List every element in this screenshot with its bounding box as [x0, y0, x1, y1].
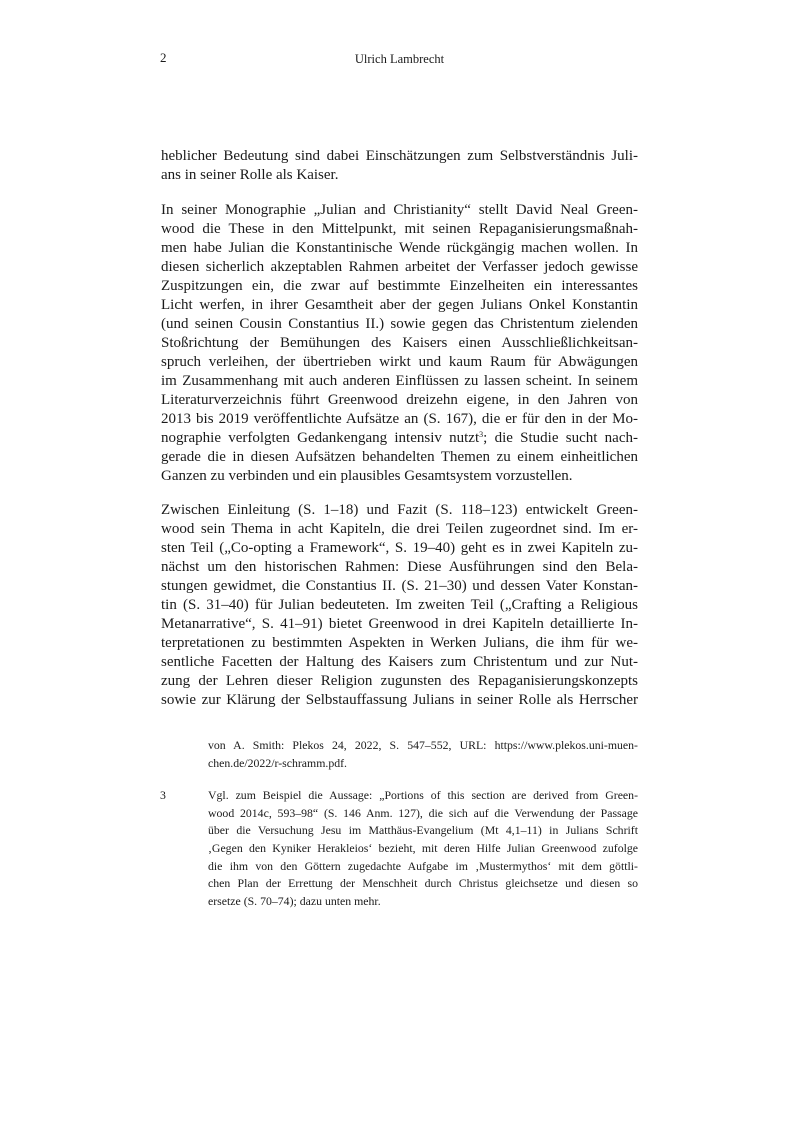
text-line: spruch verleihen, der übertrieben wirkt und kaum Raum für Abwägungen — [161, 354, 638, 370]
text-line: sowie zur Klärung der Selbstauffassung Julians in seiner Rolle als Herrscher — [161, 692, 638, 708]
text-line: heblicher Bedeutung sind dabei Einschätzungen zum Selbstverständnis Juli- — [161, 148, 638, 164]
text-line: wood sein Thema in acht Kapiteln, die drei Teilen zugeordnet sind. Im er- — [161, 521, 638, 537]
text-line: (und seinen Cousin Constantius II.) sowie gegen das Christentum zielenden — [161, 316, 638, 332]
text-line: ersetze (S. 70–74); dazu unten mehr. — [208, 894, 381, 909]
text-line: In seiner Monographie „Julian and Christianity“ stellt David Neal Green- — [161, 202, 638, 218]
text-line: gerade die in diesen Aufsätzen behandelten Themen zu einem einheitlichen — [161, 449, 638, 465]
text-line: sten Teil („Co-opting a Framework“, S. 19–40) geht es in zwei Kapiteln zu- — [161, 540, 638, 556]
footnote-3 — [160, 787, 638, 911]
text-line: wood die These in den Mittelpunkt, mit seinen Repaganisierungsmaßnah- — [161, 221, 638, 237]
text-line: Vgl. zum Beispiel die Aussage: „Portions of this section are derived from Green- — [208, 788, 638, 802]
text-line: im Zusammenhang mit auch anderen Einflüssen zu lassen scheint. In seinem — [161, 373, 638, 389]
footnote-reference[interactable]: 3 — [479, 430, 484, 439]
text-line: ans in seiner Rolle als Kaiser. — [161, 167, 339, 183]
text-line: nographie verfolgten Gedankengang intensiv nutzt$^3$; die Studie sucht nach- — [161, 430, 638, 446]
text-line: Zuspitzungen ein, die zwar auf bestimmte Einzelheiten ein interessantes — [161, 278, 638, 294]
text-line: nächst um den historischen Rahmen: Diese Ausführungen sind den Bela- — [161, 559, 638, 575]
text-line: sentliche Facetten der Haltung des Kaisers zum Christentum und zur Nut- — [161, 654, 638, 670]
text-line: diesen sicherlich akzeptablen Rahmen arbeitet der Verfasser jedoch gewisse — [161, 259, 638, 275]
text-line: über die Versuchung Jesu im Matthäus-Evangelium (Mt 4,1–11) in Julians Schrift — [208, 823, 638, 838]
text-line: men habe Julian die Konstantinische Wende rückgängig machen wollen. In — [161, 240, 638, 256]
text-line: ‚Gegen den Kyniker Herakleios‘ bezieht, mit deren Hilfe Julian Greenwood zufolge — [208, 841, 638, 856]
text-line: chen.de/2022/r-schramm.pdf. — [208, 755, 347, 770]
text-line: Licht werfen, in ihrer Gesamtheit aber der gegen Julians Onkel Konstantin — [161, 297, 638, 313]
text-line: 2013 bis 2019 veröffentlichte Aufsätze an (S. 167), die er für den in der Mo- — [161, 411, 638, 427]
text-line: die ihm von den Göttern zugedachte Aufgabe im ‚Mustermythos‘ mit dem göttli- — [208, 858, 638, 873]
text-line: wood 2014c, 593–98“ (S. 146 Anm. 127), die sich auf die Verwendung der Passage — [208, 805, 638, 820]
body-paragraph — [161, 501, 638, 710]
text-line: tin (S. 31–40) für Julian bedeuteten. Im zweiten Teil („Crafting a Religious — [161, 597, 638, 613]
body-paragraph — [161, 147, 638, 185]
text-line: Zwischen Einleitung (S. 1–18) und Fazit (S. 118–123) entwickelt Green- — [161, 502, 638, 518]
text-line: chen Plan der Errettung der Menschheit durch Christus gleichsetze und diesen so — [208, 876, 638, 891]
footnote-number: 3 — [160, 788, 166, 802]
text-line: Literaturverzeichnis führt Greenwood dreizehn eigene, in den Jahren von — [161, 392, 638, 408]
running-head: Ulrich Lambrecht — [354, 52, 445, 66]
text-line: stungen gewidmet, die Constantius II. (S. 21–30) und dessen Vater Konstan- — [161, 578, 638, 594]
body-paragraph — [161, 201, 638, 486]
text-line: terpretationen zu bestimmten Aspekten in Werken Julians, die ihm für we- — [161, 635, 638, 651]
page-number: 2 — [160, 50, 167, 65]
text-line: zung der Lehren dieser Religion zugunsten des Repaganisierungskonzepts — [161, 673, 638, 689]
text-line: Ganzen zu verbinden und ein plausibles Gesamtsystem vorzustellen. — [161, 468, 573, 484]
text-line: Metanarrative“, S. 41–91) bietet Greenwood in drei Kapiteln detaillierte In- — [161, 616, 638, 632]
text-line: Stoßrichtung der Bemühungen des Kaisers einen Ausschließlichkeitsan- — [161, 335, 638, 351]
text-line: von A. Smith: Plekos 24, 2022, S. 547–552, URL: https://www.plekos.uni-muen- — [208, 738, 638, 752]
footnote-continued — [208, 737, 638, 772]
